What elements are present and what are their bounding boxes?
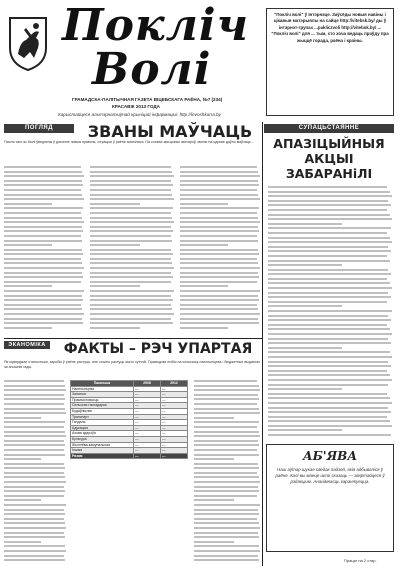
table-cell: Разам	[71, 453, 134, 459]
ad-box	[266, 444, 394, 552]
table-cell: Прамысловасць	[71, 397, 134, 403]
column-divider-main	[262, 122, 263, 338]
section-bar-left: ПОГЛЯД ЗНАДВОРКУ	[4, 124, 74, 133]
main-intro: Пасля таго як былі ўведзены ў дзеянне новыя правілы, сітуацыя ў раёне змянілася. Па словах мясцовых жыхароў, звоны на царкве даўно маўчаць...	[4, 140, 254, 144]
main-headline: ЗВАНЫ МАЎЧАЦЬ	[87, 122, 253, 141]
masthead-tagline: Карыстайцеся альтэрнатыўнай крынiцай iнфармацыi: http://levoshkarra.by	[58, 112, 221, 117]
facts-column-3	[194, 380, 260, 564]
table-cell: —	[134, 453, 161, 459]
pahonia-emblem-icon	[6, 14, 50, 72]
masthead-title-line2: Волi	[92, 44, 212, 95]
table-row	[71, 453, 188, 459]
table-cell: —	[134, 392, 161, 398]
table-cell: —	[161, 453, 188, 459]
table-cell: —	[134, 431, 161, 437]
main-article-column-1	[4, 166, 84, 336]
table-cell: Культура	[71, 436, 134, 442]
promo-box	[266, 8, 394, 116]
facts-headline: ФАКТЫ – РЭЧ УПАРТАЯ	[63, 341, 253, 357]
right-article-text	[268, 186, 392, 440]
table-header: Паказчык	[71, 381, 134, 387]
table-cell: —	[134, 397, 161, 403]
facts-column-1	[4, 380, 66, 564]
table-cell: Адукацыя	[71, 425, 134, 431]
stats-table-wrap	[70, 380, 188, 554]
section-bar-right: СУПАЦЬСТАЯННЕ	[264, 124, 394, 133]
table-cell: —	[161, 442, 188, 448]
facts-intro: Як сцвярджае статыстыка, заробкі ў раёне растуць, але кошты растуць яшчэ хутчэй. Прыводзім лічбы па колькасці насельніцтва і бюджэтных выдатках за апошнія гады.	[4, 360, 260, 369]
ad-text: Наш аўтар шукае сведак падзей, якія адбываліся ў раёне. Калі вы маеце што сказаць — звяртайцеся ў рэдакцыю. Ананімнасць гарантуецца.	[275, 467, 385, 485]
main-article-column-2	[90, 166, 174, 336]
table-cell: —	[134, 436, 161, 442]
column-divider-lower	[262, 338, 263, 566]
stats-table	[70, 380, 188, 459]
table-cell: Занятыя	[71, 392, 134, 398]
table-cell: —	[161, 403, 188, 409]
table-cell: Ахова здароўя	[71, 431, 134, 437]
table-cell: —	[134, 414, 161, 420]
table-cell: Транспарт	[71, 414, 134, 420]
section-bar-economy: ЭКАНОМIКА	[4, 341, 50, 349]
table-cell: —	[134, 448, 161, 454]
right-headline: АПАЗIЦЫЙНЫЯ АКЦЫI ЗАБАРАНiЛI	[273, 136, 385, 181]
table-cell: Сельская гаспадарка	[71, 403, 134, 409]
table-cell: Іншыя	[71, 448, 134, 454]
table-cell: —	[161, 408, 188, 414]
table-cell: —	[134, 420, 161, 426]
table-cell: Гандаль	[71, 420, 134, 426]
masthead-title-line1: Поклiч	[62, 0, 250, 51]
masthead-date: КРАСАВIК 2013 ГОДА	[112, 104, 161, 109]
masthead-subtitle: ГРАМАДСКА-ПАЛIТЫЧНАЯ ГАЗЕТА ВIЦЕБСКАГА РАЁНА, №7 (234)	[72, 97, 223, 102]
table-cell: Будаўніцтва	[71, 408, 134, 414]
table-cell: —	[161, 431, 188, 437]
footer-note: Працяг на 2 стар.	[344, 558, 377, 563]
table-cell: —	[161, 386, 188, 392]
table-cell: Насельніцтва	[71, 386, 134, 392]
ad-headline: АБ'ЯВА	[302, 449, 358, 463]
table-cell: —	[161, 397, 188, 403]
table-cell: —	[161, 436, 188, 442]
table-cell: —	[134, 425, 161, 431]
masthead	[0, 0, 262, 120]
table-cell: —	[161, 392, 188, 398]
table-cell: Жыллёва-камунальная	[71, 442, 134, 448]
table-cell: —	[134, 408, 161, 414]
divider-economy	[4, 338, 262, 339]
table-header: 2012	[161, 381, 188, 387]
table-cell: —	[161, 448, 188, 454]
table-cell: —	[161, 425, 188, 431]
table-cell: —	[161, 414, 188, 420]
promo-text: "Поклiч волi" ў Iнтэрнэце. Заўсёды новыя навіны і цікавыя матэрыялы на сайце http://vitebsk.by/ ды ў інтэрнэт-групах ...pakliczvoli http://vitebsk.by/ ... "Поклiч волi" для ... тым, хто хоча ведаць праўду пра жыццё горада, раёна і краіны.	[271, 12, 389, 43]
table-cell: —	[134, 386, 161, 392]
main-article-column-3	[180, 166, 260, 336]
table-header: 2008	[134, 381, 161, 387]
table-cell: —	[134, 403, 161, 409]
table-cell: —	[134, 442, 161, 448]
table-cell: —	[161, 420, 188, 426]
